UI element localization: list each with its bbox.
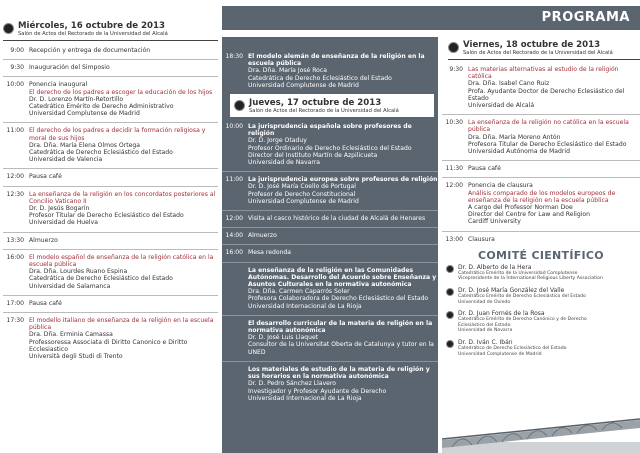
event-time: 12:30 bbox=[6, 190, 24, 198]
bullet-icon bbox=[446, 311, 454, 319]
event-body bbox=[248, 320, 438, 356]
day-1-venue: Salón de Actos del Rectorado de la Universidad del Alcalá bbox=[18, 31, 168, 37]
event-line: Dr. D. Jorge Otaduy bbox=[248, 137, 307, 145]
event-line: Profesora Titular de Derecho Eclesiástico del Estado bbox=[468, 140, 627, 148]
event-title: Los materiales de estudio de la materia de religión y sus horarios en la normativa autonómica bbox=[248, 365, 430, 381]
event-item bbox=[3, 127, 218, 163]
event-line: Dra. Dña. Isabel Cano Ruiz bbox=[468, 80, 550, 88]
comite-name: Dr. D. José María González del Valle bbox=[458, 287, 565, 295]
comite-desc: Catedrático Emérito de la Universidad Complutense bbox=[458, 270, 578, 276]
event-line: Profa. Ayudante Doctor de Derecho Eclesiástico del Estado bbox=[468, 87, 625, 102]
day-1-header bbox=[3, 21, 218, 38]
comite-name: Dr. D. Iván C. Ibán bbox=[458, 339, 513, 347]
comite-desc: Universidad Complutense de Madrid bbox=[458, 351, 542, 357]
divider bbox=[442, 177, 640, 178]
day-2-venue: Salón de Actos del Rectorado de la Universidad del Alcalá bbox=[249, 108, 399, 115]
event-body bbox=[29, 317, 218, 360]
comite-member bbox=[446, 264, 640, 282]
event-line: Universidad Complutense de Madrid bbox=[248, 197, 359, 205]
event-line: A cargo del Professor Norman Doe bbox=[468, 204, 573, 212]
event-line: Profesor Titular de Derecho Eclesiástico del Estado bbox=[29, 212, 184, 220]
event-line: Dr. D. Lorenzo Martín-Retortillo bbox=[29, 95, 124, 103]
comite-list bbox=[442, 264, 640, 357]
event-item bbox=[222, 366, 438, 402]
comite-member bbox=[446, 287, 640, 305]
bullet-icon bbox=[448, 42, 459, 53]
event-line: Universidad Complutense de Madrid bbox=[248, 81, 359, 89]
comite-name: Dr. D. Juan Fornés de la Rosa bbox=[458, 310, 545, 318]
program-title: PROGRAMA bbox=[541, 10, 630, 25]
event-item bbox=[222, 53, 438, 89]
event-line: El modelo español de enseñanza de la religión católica en la escuela pública bbox=[29, 253, 214, 269]
bullet-icon bbox=[446, 340, 454, 348]
event-line: Director del Centre for Law and Religion bbox=[468, 211, 590, 219]
event-body bbox=[248, 123, 438, 166]
event-item bbox=[222, 232, 438, 239]
event-line: Catedrática de Derecho Eclesiástico del Estado bbox=[29, 149, 173, 157]
event-time bbox=[222, 320, 248, 356]
event-time: 18:30 bbox=[225, 53, 243, 60]
divider bbox=[222, 171, 438, 172]
comite-body bbox=[458, 287, 586, 305]
event-line: Pausa café bbox=[29, 299, 62, 307]
event-body bbox=[248, 267, 438, 310]
event-line: Almuerzo bbox=[248, 232, 277, 240]
event-body bbox=[248, 215, 438, 222]
comite-desc: Catedrático de Derecho Eclesiástico del Estado bbox=[458, 346, 567, 352]
event-line: Clausura bbox=[468, 235, 495, 243]
event-line: Catedrático Emérito de Derecho Administrativo bbox=[29, 103, 174, 111]
event-line: El derecho de los padres a escoger la educación de los hijos bbox=[29, 88, 213, 96]
event-item bbox=[3, 81, 218, 117]
event-item bbox=[3, 300, 218, 307]
divider bbox=[3, 312, 218, 313]
event-line: Dra. Dña. María Elena Olmos Ortega bbox=[29, 141, 140, 149]
day-1-events bbox=[3, 47, 218, 360]
event-line: Consultor de la Universitat Oberta de Catalunya y tutor en la UNED bbox=[248, 341, 434, 356]
event-body bbox=[29, 254, 218, 290]
divider bbox=[222, 227, 438, 228]
bullet-icon bbox=[446, 265, 454, 273]
event-line: Universidad de Alcalá bbox=[468, 102, 535, 110]
event-body bbox=[248, 232, 438, 239]
event-title: La jurisprudencia española sobre profesores de religión bbox=[248, 123, 412, 138]
event-line: Investigador y Profesor Ayudante de Derecho bbox=[248, 387, 387, 395]
day-2-events bbox=[222, 123, 438, 402]
divider bbox=[222, 361, 438, 362]
event-line: Dr. D. Pedro Sánchez Llavero bbox=[248, 380, 337, 388]
event-item bbox=[442, 119, 640, 155]
comite-body bbox=[458, 310, 587, 334]
event-time: 11:00 bbox=[6, 127, 24, 135]
event-time: 11:00 bbox=[225, 176, 243, 184]
comite-member bbox=[446, 310, 640, 334]
event-title: El modelo alemán de enseñanza de la religión en la escuela pública bbox=[248, 53, 425, 68]
event-body bbox=[468, 236, 640, 243]
event-item bbox=[442, 66, 640, 109]
day-3-events bbox=[442, 66, 640, 243]
divider bbox=[222, 210, 438, 211]
event-line: Universidad Internacional de La Rioja bbox=[248, 394, 362, 402]
event-body bbox=[29, 173, 218, 180]
divider bbox=[442, 114, 640, 115]
event-time: 9:00 bbox=[10, 47, 24, 54]
event-time bbox=[222, 267, 248, 310]
event-item bbox=[3, 317, 218, 360]
comite-body bbox=[458, 339, 566, 357]
day-2-title: Jueves, 17 octubre de 2013 bbox=[249, 98, 382, 109]
comite-body bbox=[458, 264, 603, 282]
day-3-header bbox=[448, 40, 640, 57]
event-line: Dr. D. Jesús Bogarín bbox=[29, 205, 90, 213]
divider bbox=[222, 315, 438, 316]
event-item bbox=[442, 236, 640, 243]
comite-desc: Vicepresidente de la International Religious Liberty Association bbox=[458, 276, 603, 282]
event-line: Universidad Complutense de Madrid bbox=[29, 110, 140, 118]
event-body bbox=[468, 66, 640, 109]
event-line: La enseñanza de la religión no católica en la escuela pública bbox=[468, 119, 629, 134]
event-time: 9:30 bbox=[449, 66, 463, 73]
event-item bbox=[222, 249, 438, 256]
divider bbox=[3, 76, 218, 77]
event-line: Ponencia de clausura bbox=[468, 182, 533, 190]
event-time: 12:00 bbox=[225, 215, 243, 223]
event-item bbox=[222, 123, 438, 166]
event-time: 13:00 bbox=[445, 235, 463, 243]
event-line: Pausa café bbox=[468, 165, 501, 173]
divider bbox=[3, 40, 218, 41]
event-line: Análisis comparado de los modelos europeos de enseñanza de la religión en la escuela pública bbox=[468, 189, 616, 204]
event-title: El desarrollo curricular de la materia de religión en la normativa autonómica bbox=[248, 319, 433, 335]
event-time: 10:00 bbox=[225, 123, 243, 131]
event-body bbox=[468, 119, 640, 155]
event-line: El derecho de los padres a decidir la formación religiosa y moral de sus hijos bbox=[29, 127, 206, 142]
divider bbox=[3, 186, 218, 187]
event-item bbox=[222, 320, 438, 356]
event-time: 13:30 bbox=[6, 236, 24, 244]
event-line: Inauguración del Simposio bbox=[29, 64, 110, 72]
event-line: Almuerzo bbox=[29, 236, 58, 244]
event-title: La enseñanza de la religión en las Comunidades Autónomas. Desarrollo del Acuerdo sobre Enseñanza y Asuntos Culturales en la normativa autonómica bbox=[248, 266, 437, 289]
divider bbox=[222, 244, 438, 245]
comite-title: COMITÉ CIENTÍFICO bbox=[478, 248, 604, 262]
event-item bbox=[3, 173, 218, 180]
event-line: Universidad Internacional de La Rioja bbox=[248, 302, 362, 310]
event-time: 14:00 bbox=[225, 232, 243, 240]
divider bbox=[3, 295, 218, 296]
event-body bbox=[29, 64, 218, 71]
day-3-venue: Salón de Actos del Rectorado de la Universidad del Alcalá bbox=[463, 50, 613, 56]
divider bbox=[442, 160, 640, 161]
divider bbox=[222, 262, 438, 263]
event-line: Dra. Dña. María José Roca bbox=[248, 67, 327, 75]
event-line: Dra. Dña. Lourdes Ruano Espina bbox=[29, 268, 128, 276]
comite-name: Dr. D. Alberto de la Hera bbox=[458, 263, 532, 271]
event-body bbox=[29, 127, 218, 163]
event-line: Recepción y entrega de documentación bbox=[29, 47, 151, 54]
event-item bbox=[222, 267, 438, 310]
event-line: Pausa café bbox=[29, 173, 62, 181]
event-time: 17:30 bbox=[6, 317, 24, 325]
bridge-illustration bbox=[442, 392, 640, 453]
event-item bbox=[222, 176, 438, 205]
event-body bbox=[468, 182, 640, 225]
divider bbox=[448, 59, 640, 60]
event-line: Catedrática de Derecho Eclesiástico del Estado bbox=[29, 275, 173, 283]
divider bbox=[3, 232, 218, 233]
event-time: 11:30 bbox=[445, 165, 463, 173]
bullet-icon bbox=[234, 100, 245, 111]
day-2-header bbox=[230, 94, 434, 117]
event-body bbox=[29, 237, 218, 244]
event-line: Visita al casco histórico de la ciudad de Alcalá de Henares bbox=[248, 215, 426, 223]
event-time: 9:30 bbox=[10, 64, 24, 72]
event-line: Universidad de Huelva bbox=[29, 219, 98, 227]
event-time: 10:00 bbox=[6, 81, 24, 89]
event-body bbox=[29, 191, 218, 227]
event-line: Profesor Ordinario de Derecho Eclesiástico del Estado bbox=[248, 144, 412, 152]
comite-desc: Universidad de Navarra bbox=[458, 328, 513, 334]
event-time: 17:00 bbox=[6, 299, 24, 307]
comite-desc: Eclesiástico del Estado bbox=[458, 322, 511, 328]
event-line: El modello italiano de enseñanza de la religión en la escuela pública bbox=[29, 317, 214, 332]
event-item bbox=[3, 64, 218, 71]
event-time: 12:00 bbox=[6, 173, 24, 181]
event-body bbox=[248, 249, 438, 256]
event-line: Mesa redonda bbox=[248, 249, 292, 257]
comite-desc: Catedrático Emérito de Derecho Eclesiástico del Estado bbox=[458, 294, 586, 300]
event-item bbox=[442, 182, 640, 225]
event-line: Università degli Studi di Trento bbox=[29, 353, 123, 361]
event-title: La jurisprudencia europea sobre profesores de religión bbox=[248, 176, 438, 184]
event-line: Universidad de Salamanca bbox=[29, 282, 111, 290]
comite-desc: Catedrático Emérito de Derecho Canónico y de Derecho bbox=[458, 317, 587, 323]
day-1-title: Miércoles, 16 octubre de 2013 bbox=[18, 21, 165, 31]
event-line: La enseñanza de la religión en los concordatos posteriores al Concilio Vaticano II bbox=[29, 190, 216, 205]
comite-desc: Universidad de Oviedo bbox=[458, 299, 511, 305]
bullet-icon bbox=[446, 288, 454, 296]
event-body bbox=[248, 176, 438, 205]
column-day-2 bbox=[222, 37, 438, 453]
bullet-icon bbox=[3, 23, 14, 34]
divider bbox=[442, 231, 640, 232]
divider bbox=[3, 168, 218, 169]
event-item bbox=[222, 215, 438, 222]
event-line: Profesora Colaboradora de Derecho Eclesiástico del Estado bbox=[248, 295, 429, 303]
column-day-3 bbox=[442, 0, 640, 453]
event-line: Profesor de Derecho Constitucional bbox=[248, 190, 356, 198]
divider bbox=[3, 59, 218, 60]
event-line: Cardiff University bbox=[468, 218, 521, 226]
event-item bbox=[3, 254, 218, 290]
event-item bbox=[442, 165, 640, 172]
event-line: Dr. D. José Luis Llaquet bbox=[248, 334, 319, 342]
divider bbox=[3, 249, 218, 250]
event-line: Universidad Autónoma de Madrid bbox=[468, 148, 570, 156]
day-3-title: Viernes, 18 octubre de 2013 bbox=[463, 40, 601, 50]
event-line: Catedrática de Derecho Eclesiástico del Estado bbox=[248, 74, 392, 82]
event-body bbox=[468, 165, 640, 172]
event-body bbox=[29, 81, 218, 117]
event-item bbox=[3, 191, 218, 227]
event-body bbox=[29, 47, 218, 54]
event-line: Universidad de Valencia bbox=[29, 156, 103, 164]
event-line: Director del Instituto Martín de Azpilicueta bbox=[248, 151, 378, 159]
event-line: Dr. D. José María Coello de Portugal bbox=[248, 183, 356, 191]
event-item bbox=[3, 237, 218, 244]
event-line: Las materias alternativas al estudio de la religión católica bbox=[468, 66, 619, 81]
event-line: Professoressa Associata di Diritto Canonico e Diritto Ecclesiastico bbox=[29, 338, 188, 353]
event-line: Dra. Dña. Carmen Caparrós Soler bbox=[248, 288, 350, 296]
event-body bbox=[29, 300, 218, 307]
event-time bbox=[222, 366, 248, 402]
event-time: 12:00 bbox=[445, 182, 463, 190]
comite-member bbox=[446, 339, 640, 357]
divider bbox=[3, 122, 218, 123]
event-line: Ponencia inaugural bbox=[29, 81, 88, 89]
event-line: Universidad de Navarra bbox=[248, 159, 320, 167]
event-line: Dra. Dña. Erminia Camassa bbox=[29, 331, 113, 339]
event-time: 16:00 bbox=[6, 253, 24, 261]
column-day-1 bbox=[0, 0, 218, 453]
event-item bbox=[3, 47, 218, 54]
event-time: 10:30 bbox=[445, 119, 463, 127]
event-time: 16:00 bbox=[225, 249, 243, 257]
event-line: Dra. Dña. María Moreno Antón bbox=[468, 133, 561, 141]
event-body bbox=[248, 366, 438, 402]
